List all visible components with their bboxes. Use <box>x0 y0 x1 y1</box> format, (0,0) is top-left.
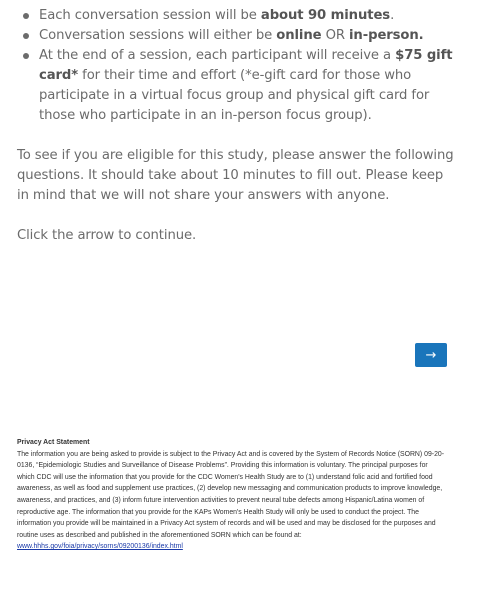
bullet-bold: online <box>276 28 322 43</box>
study-details-list <box>17 6 457 126</box>
privacy-title: Privacy Act Statement <box>17 439 90 446</box>
eligibility-text: To see if you are eligible for this study, please answer the following questions. It should take about 10 minutes to fill out. Please keep in mind that we will not share your answers with anyone. <box>17 148 454 203</box>
bullet-text: OR <box>321 28 350 43</box>
bullet-dot-icon <box>23 53 29 59</box>
bullet-dot-icon <box>23 13 29 19</box>
bullet-text: Each conversation session will be <box>39 8 261 23</box>
sorn-link[interactable]: www.hhhs.gov/foia/privacy/sorns/09200136/index.html <box>17 543 183 551</box>
bullet-text: for their time and effort (*e-gift card for those who participate in a virtual focus group and physical gift card for those who participate in an in-person focus group). <box>39 68 430 123</box>
list-item <box>17 26 457 46</box>
bullet-text: . <box>390 8 395 23</box>
bullet-text: At the end of a session, each participant will receive a <box>39 48 396 63</box>
arrow-right-icon: → <box>425 347 437 363</box>
bullet-bold: $75 gift card* <box>39 48 453 83</box>
list-item <box>17 46 457 126</box>
privacy-body: The information you are being asked to provide is subject to the Privacy Act and is covered by the System of Records Notice (SORN) 09-20-0136, “Epidemiologic Studies and Surveillance of Disease Problems”. Providing this information is voluntary. The principal purposes for which CDC will use the information that you provide for the CDC Women's Health Study are to (1) understand folic acid and fortified food awareness, as well as food and supplement use practices, (2) develop new messaging and communication products to improve knowledge, awareness, and practices, and (3) inform future intervention activities to prevent neural tube defects among Hispanic/Latina women of reproductive age. The information that you provide for the KAPs Women's Health Study will only be used to conduct the project. The information you provide will be maintained in a Privacy Act system of records and will be used and may be disclosed for the purposes and routine uses as described and published in the aforementioned SORN which can be found at: <box>17 450 445 539</box>
next-button[interactable] <box>415 343 447 367</box>
bullet-bold: about 90 minutes <box>260 8 391 23</box>
survey-intro <box>17 6 457 246</box>
privacy-act-statement <box>17 437 447 553</box>
continue-instruction: Click the arrow to continue. <box>17 228 197 243</box>
bullet-dot-icon <box>23 33 29 39</box>
list-item <box>17 6 457 26</box>
bullet-bold: in-person. <box>349 28 424 43</box>
bullet-text: Conversation sessions will either be <box>39 28 277 43</box>
